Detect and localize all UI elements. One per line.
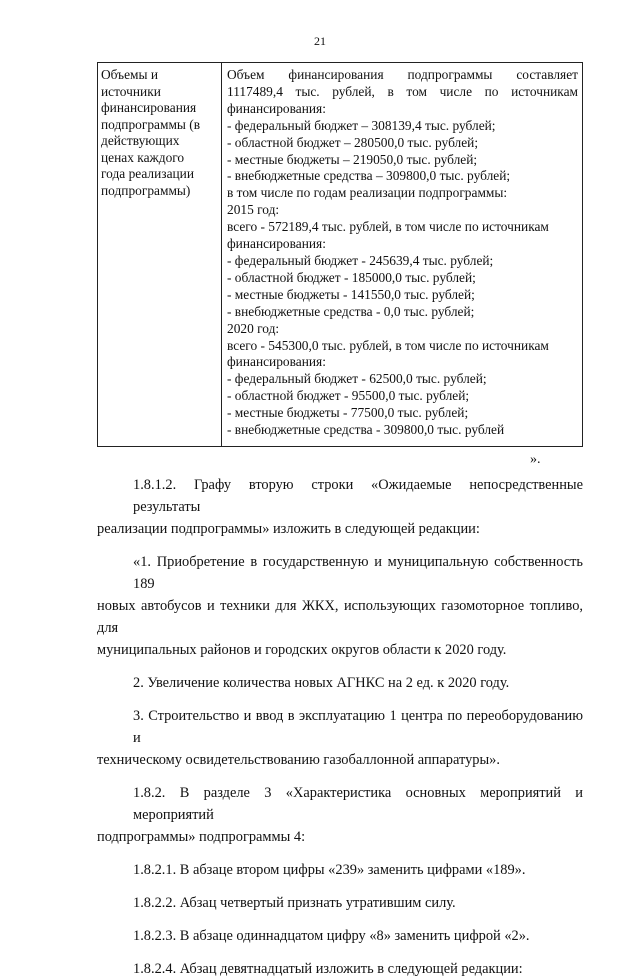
paragraph-line: техническому освидетельствованию газобаллонной аппаратуры». <box>97 752 500 768</box>
table-left-cell <box>98 63 222 446</box>
right-cell-line: финансирования: <box>227 236 326 252</box>
right-cell-line: - местные бюджеты - 141550,0 тыс. рублей; <box>227 286 475 302</box>
right-cell-line: - внебюджетные средства - 309800,0 тыс. рублей <box>227 422 505 438</box>
left-cell-line: источники <box>101 83 161 99</box>
paragraph <box>97 551 583 661</box>
paragraph-line: 1.8.2.2. Абзац четвертый признать утратившим силу. <box>133 895 456 911</box>
page-number: 21 <box>314 34 326 48</box>
right-cell-line: - местные бюджеты - 77500,0 тыс. рублей; <box>227 405 469 421</box>
right-cell-line: - областной бюджет - 185000,0 тыс. рублей; <box>227 269 476 285</box>
right-cell-line: - федеральный бюджет - 62500,0 тыс. рублей; <box>227 371 487 387</box>
closing-quote: ». <box>530 452 541 467</box>
financing-table <box>97 62 583 447</box>
left-cell-line: года реализации <box>101 166 195 181</box>
right-cell-line: - федеральный бюджет - 245639,4 тыс. рублей; <box>227 252 494 268</box>
left-cell-line: подпрограммы) <box>101 182 191 198</box>
left-cell-line: финансирования <box>101 100 197 115</box>
right-cell-line: финансирования: <box>227 100 326 116</box>
paragraph-line: «1. Приобретение в государственную и муниципальную собственность 189 <box>133 554 583 592</box>
paragraph-line: 1.8.2.3. В абзаце одиннадцатом цифру «8» заменить цифрой «2». <box>133 928 530 944</box>
paragraph <box>97 892 583 914</box>
right-cell-line: 2015 год: <box>227 202 280 218</box>
paragraph <box>97 672 583 694</box>
paragraph <box>97 782 583 848</box>
right-cell-line: Объем финансирования подпрограммы составляет <box>227 67 578 82</box>
right-cell-line: 1117489,4 тыс. рублей, в том числе по источникам <box>227 83 578 99</box>
paragraph-line: 1.8.2. В разделе 3 «Характеристика основных мероприятий и мероприятий <box>133 785 583 823</box>
left-cell-line: ценах каждого <box>101 149 185 165</box>
paragraph <box>97 925 583 947</box>
right-cell-line: - внебюджетные средства – 309800,0 тыс. рублей; <box>227 168 511 184</box>
paragraph-line: подпрограммы» подпрограммы 4: <box>97 829 306 845</box>
paragraph-line: реализации подпрограммы» изложить в следующей редакции: <box>97 521 480 537</box>
right-cell-line: в том числе по годам реализации подпрограммы: <box>227 185 508 201</box>
right-cell-line: финансирования: <box>227 354 326 370</box>
right-cell-line: - местные бюджеты – 219050,0 тыс. рублей; <box>227 151 478 167</box>
paragraph-line: 3. Строительство и ввод в эксплуатацию 1 центра по переоборудованию и <box>133 708 583 746</box>
right-cell-line: - областной бюджет - 95500,0 тыс. рублей; <box>227 388 470 404</box>
table-right-cell <box>222 63 582 446</box>
right-cell-line: - внебюджетные средства - 0,0 тыс. рублей; <box>227 303 475 319</box>
paragraph <box>97 958 583 980</box>
paragraph <box>97 474 583 540</box>
paragraph-line: новых автобусов и техники для ЖКХ, использующих газомоторное топливо, для <box>97 598 583 636</box>
right-cell-line: всего - 545300,0 тыс. рублей, в том числе по источникам <box>227 337 549 353</box>
right-cell-line: - областной бюджет – 280500,0 тыс. рублей; <box>227 134 479 150</box>
left-cell-line: Объемы и <box>101 67 159 82</box>
right-cell-line: всего - 572189,4 тыс. рублей, в том числе по источникам <box>227 219 549 235</box>
left-cell-line: подпрограммы (в <box>101 116 201 132</box>
right-cell-line: - федеральный бюджет – 308139,4 тыс. рублей; <box>227 117 496 133</box>
paragraph-line: 1.8.1.2. Графу вторую строки «Ожидаемые непосредственные результаты <box>133 477 583 515</box>
paragraph-line: 1.8.2.4. Абзац девятнадцатый изложить в следующей редакции: <box>133 961 523 977</box>
paragraph-line: муниципальных районов и городских округов области к 2020 году. <box>97 642 507 658</box>
paragraph <box>97 705 583 771</box>
paragraph <box>97 859 583 881</box>
right-cell-line: 2020 год: <box>227 320 280 336</box>
paragraph-line: 2. Увеличение количества новых АГНКС на 2 ед. к 2020 году. <box>133 675 510 691</box>
document-body <box>97 474 583 980</box>
paragraph-line: 1.8.2.1. В абзаце втором цифры «239» заменить цифрами «189». <box>133 862 526 878</box>
left-cell-line: действующих <box>101 133 180 148</box>
